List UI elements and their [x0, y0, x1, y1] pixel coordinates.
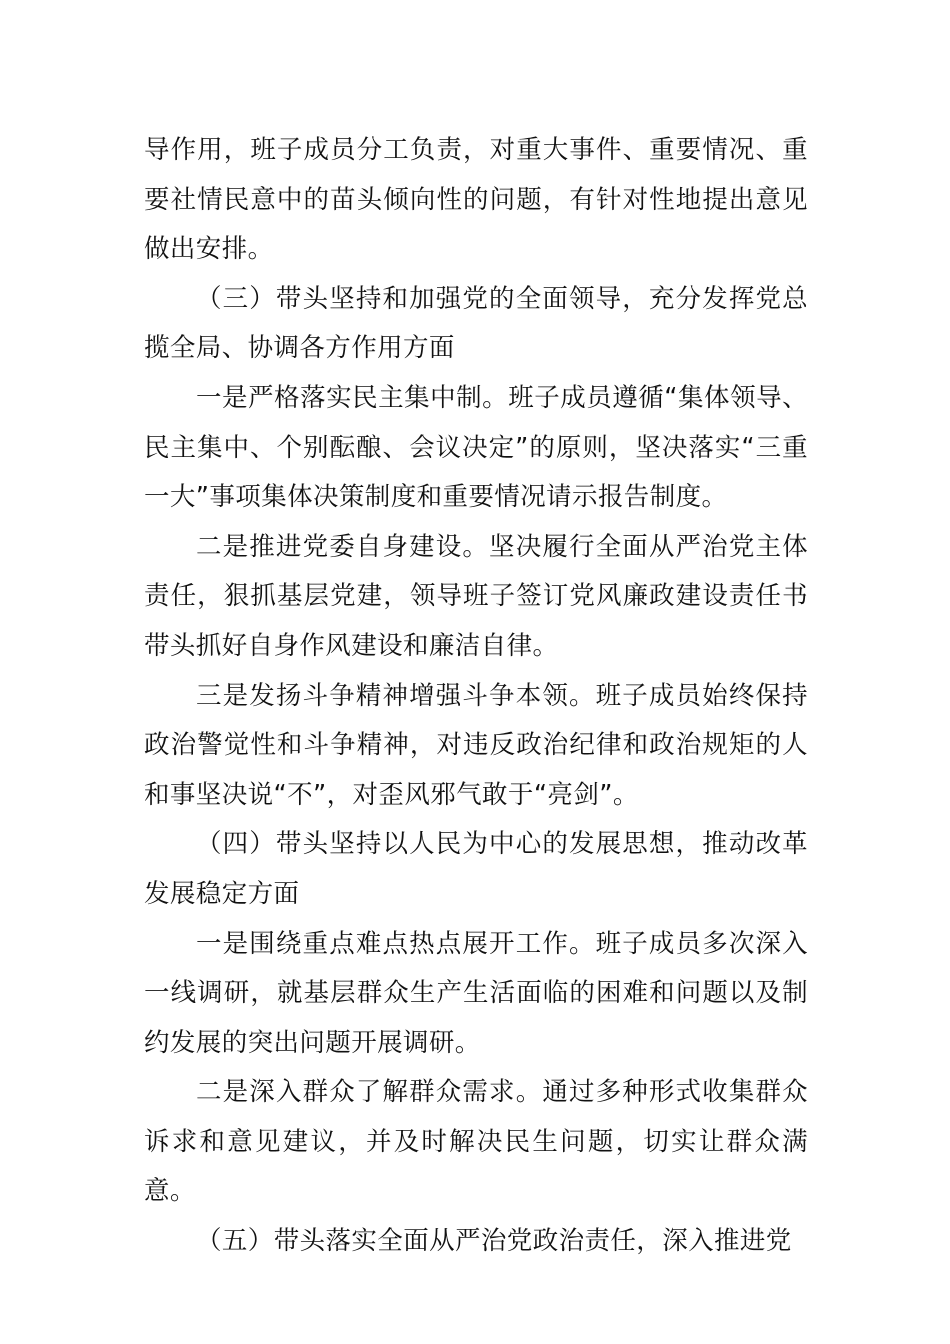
section-heading-three: （三）带头坚持和加强党的全面领导，充分发挥党总揽全局、协调各方作用方面 — [144, 283, 808, 364]
paragraph-democratic-centralism: 一是严格落实民主集中制。班子成员遵循“集体领导、民主集中、个别酝酿、会议决定”的原则，坚决落实“三重一大”事项集体决策制度和重要情况请示报告制度。 — [144, 382, 808, 513]
paragraph-public-needs: 二是深入群众了解群众需求。通过多种形式收集群众诉求和意见建议，并及时解决民生问题，切实让群众满意。 — [144, 1077, 808, 1207]
paragraph-party-committee-building: 二是推进党委自身建设。坚决履行全面从严治党主体责任，狠抓基层党建，领导班子签订党风廉政建设责任书带头抓好自身作风建设和廉洁自律。 — [144, 531, 808, 661]
document-body — [144, 126, 808, 1267]
paragraph-fighting-spirit: 三是发扬斗争精神增强斗争本领。班子成员始终保持政治警觉性和斗争精神，对违反政治纪律和政治规矩的人和事坚决说“不”，对歪风邪气敢于“亮剑”。 — [144, 680, 808, 810]
section-heading-five: （五）带头落实全面从严治党政治责任，深入推进党 — [196, 1226, 792, 1257]
paragraph-key-issues: 一是围绕重点难点热点展开工作。班子成员多次深入一线调研，就基层群众生产生活面临的困难和问题以及制约发展的突出问题开展调研。 — [144, 928, 808, 1058]
section-heading-four: （四）带头坚持以人民为中心的发展思想，推动改革发展稳定方面 — [144, 829, 808, 909]
paragraph-continued: 导作用，班子成员分工负责，对重大事件、重要情况、重要社情民意中的苗头倾向性的问题，有针对性地提出意见做出安排。 — [144, 135, 808, 265]
